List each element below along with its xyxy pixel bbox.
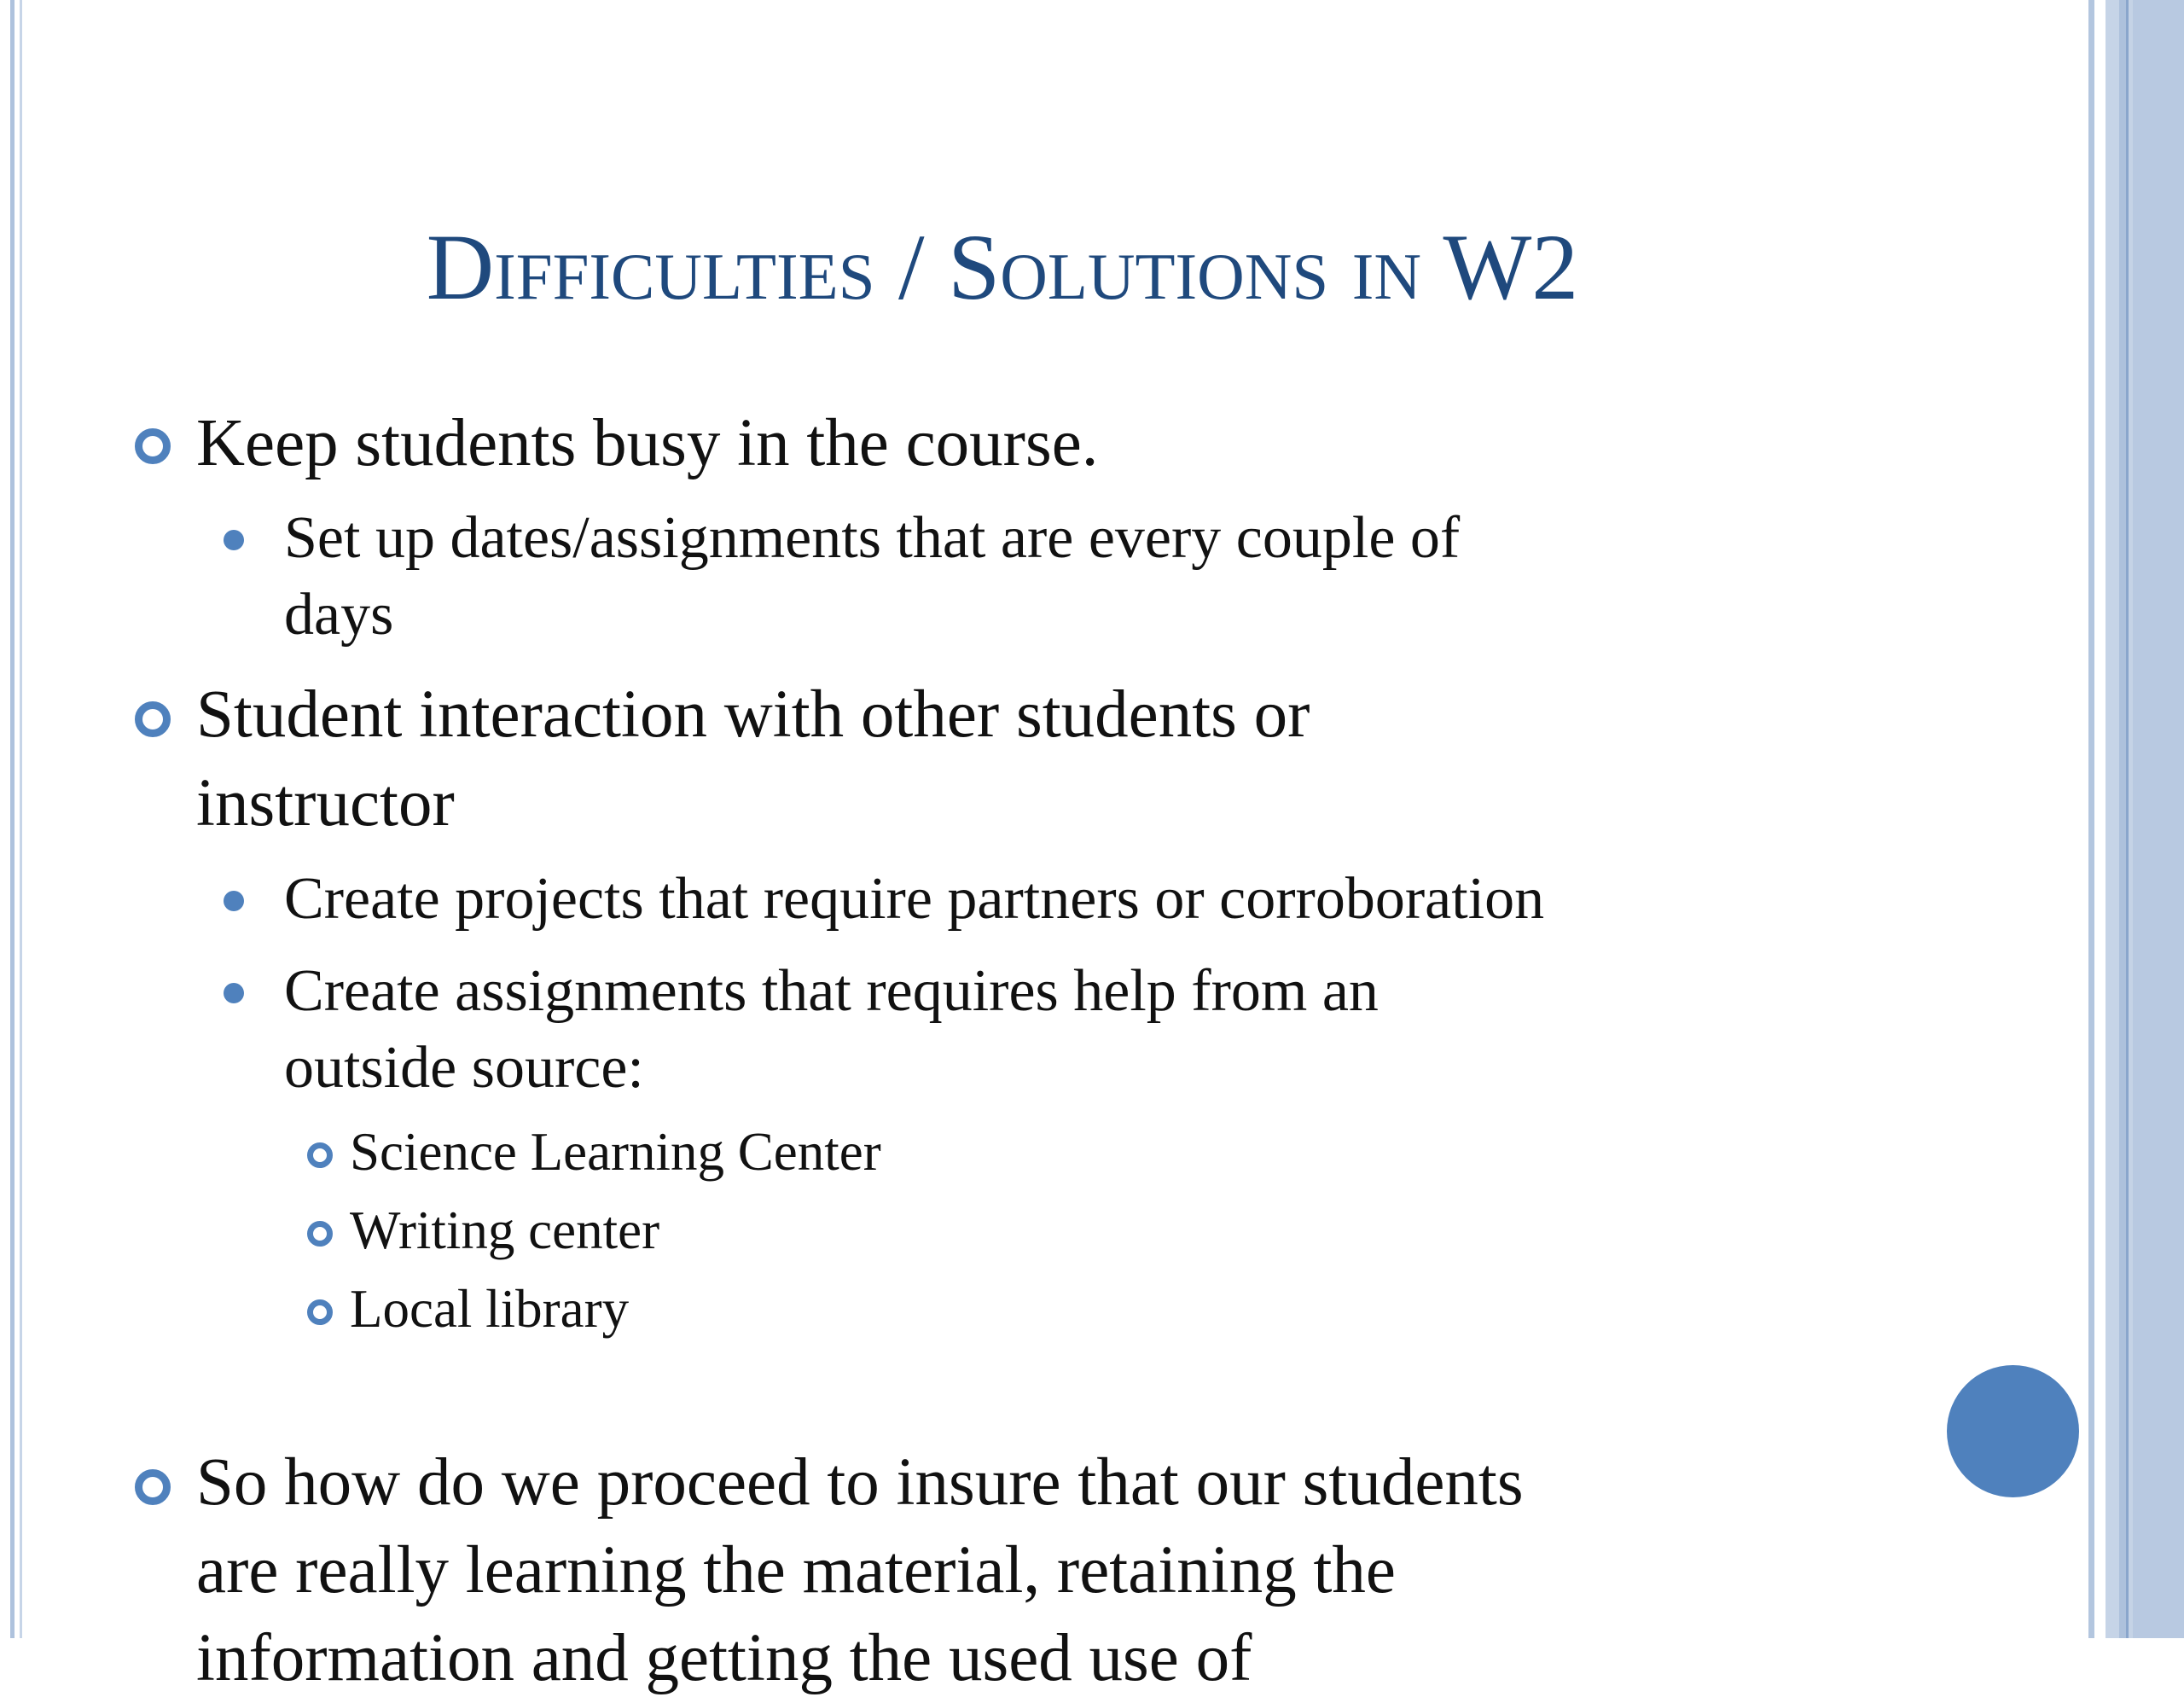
ring-bullet-icon [307, 1299, 333, 1325]
sub-sub-bullet-text: Writing center [350, 1200, 660, 1260]
ring-bullet-icon [307, 1142, 333, 1168]
dot-bullet-icon [224, 891, 244, 911]
dot-bullet-icon [224, 530, 244, 550]
left-border-line-inner [20, 0, 22, 1638]
ring-bullet-icon [135, 1469, 171, 1505]
sub-sub-bullet-text: Science Learning Center [350, 1122, 881, 1182]
bullet-text-continued: information and getting the used use of [196, 1621, 1252, 1695]
sub-sub-bullet-text: Local library [350, 1279, 630, 1339]
sub-bullet-text: Create projects that require partners or corroboration [284, 866, 1545, 932]
decorative-circle [1947, 1365, 2079, 1497]
right-border-stripe [2119, 0, 2126, 1638]
dot-bullet-icon [224, 983, 244, 1003]
right-border-stripe [2106, 0, 2119, 1638]
right-border-stripe [2088, 0, 2094, 1638]
bullet-text-continued: instructor [196, 766, 455, 840]
ring-bullet-icon [307, 1221, 333, 1247]
sub-bullet-text: Create assignments that requires help from an [284, 958, 1379, 1024]
right-border-band [2133, 0, 2184, 1638]
sub-bullet-text: Set up dates/assignments that are every couple of [284, 505, 1461, 571]
ring-bullet-icon [135, 428, 171, 464]
ring-bullet-icon [135, 701, 171, 737]
sub-bullet-text-continued: days [284, 582, 394, 648]
sub-bullet-text-continued: outside source: [284, 1035, 644, 1101]
slide-title: Difficulties / Solutions in W2 [426, 215, 1579, 319]
bullet-text: Student interaction with other students or [196, 677, 1310, 752]
right-border-gap [2094, 0, 2106, 1638]
bullet-text: So how do we proceed to insure that our students [196, 1445, 1524, 1520]
bullet-text: Keep students busy in the course. [196, 406, 1099, 480]
left-border-line [10, 0, 15, 1638]
bullet-text-continued: are really learning the material, retaining the [196, 1533, 1396, 1607]
